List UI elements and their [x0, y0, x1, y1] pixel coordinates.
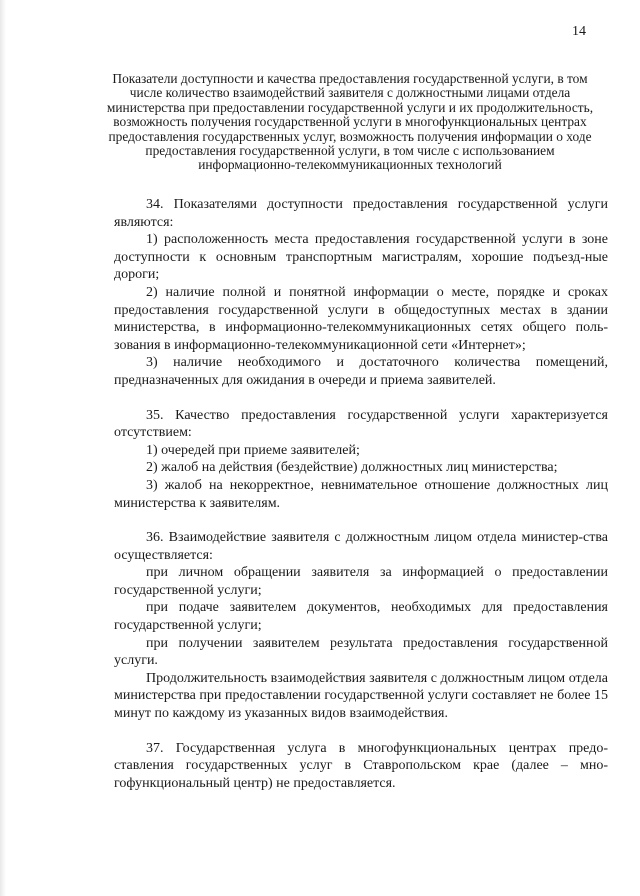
section-35-lead: 35. Качество предоставления государственной услуги характеризуется отсутствием:: [114, 407, 608, 441]
paragraph-gap: [114, 512, 608, 529]
paragraph-gap: [114, 723, 608, 740]
section-34-item-1: 1) расположенность места предоставления государственной услуги в зоне доступности к основным транспортным магистралям, хорошие подъезд-ные дороги;: [114, 232, 608, 283]
document-body: [114, 196, 608, 792]
section-34-lead: 34. Показателями доступности предоставления государственной услуги являются:: [114, 197, 608, 230]
paragraph-gap: [114, 390, 608, 407]
section-36-item-1: при личном обращении заявителя за информацией о предоставлении государственной услуги;: [114, 565, 608, 598]
section-36-item-2: при подаче заявителем документов, необходимых для предоставления государственной услуги;: [114, 600, 608, 634]
section-35-item-2: 2) жалоб на действия (бездействие) должностных лиц министерства;: [146, 460, 558, 476]
section-34-item-3: 3) наличие необходимого и достаточного количества помещений, предназначенных для ожидания в очереди и приема заявителей.: [114, 355, 608, 388]
section-35-item-1: 1) очередей при приеме заявителей;: [146, 442, 360, 458]
section-36-item-3: при получении заявителем результата предоставления государственной услуги.: [114, 635, 608, 669]
scan-edge-shadow: [0, 0, 6, 896]
section-title: Показатели доступности и качества предоставления государственной услуги, в том числе количество взаимодействий заявителя с должностными лицами отдела министерства при предоставлении государственной услуги и их продолжительность, возможность получения государственной услуги в многофункциональных центрах предоставления государственных услуг, возможность получения информации о ходе предоставления государственной услуги, в том числе с использованием информационно-телекоммуникационных технологий: [106, 71, 594, 173]
section-35-item-3: 3) жалоб на некорректное, невнимательное отношение должностных лиц министерства к заявителям.: [114, 477, 608, 511]
section-34-item-2: 2) наличие полной и понятной информации о месте, порядке и сроках предоставления государственной услуги в общедоступных местах в здании министерства, в информационно-телекоммуникационных сетях общего поль-зования в информационно-телекоммуникационной сети «Интернет»;: [114, 284, 608, 353]
section-36-duration: Продолжительность взаимодействия заявителя с должностным лицом отдела министерства при предоставлении государственной услуги составляет не более 15 минут по каждому из указанных видов взаимодействия.: [114, 670, 608, 722]
section-36-lead: 36. Взаимодействие заявителя с должностным лицом отдела министер-ства осуществляется:: [114, 530, 608, 563]
page-number: 14: [572, 24, 586, 39]
section-37-text: 37. Государственная услуга в многофункциональных центрах предо-ставления государственных услуг в Ставропольском крае (далее – мно-гофункциональный центр) не предоставляется.: [114, 740, 608, 791]
